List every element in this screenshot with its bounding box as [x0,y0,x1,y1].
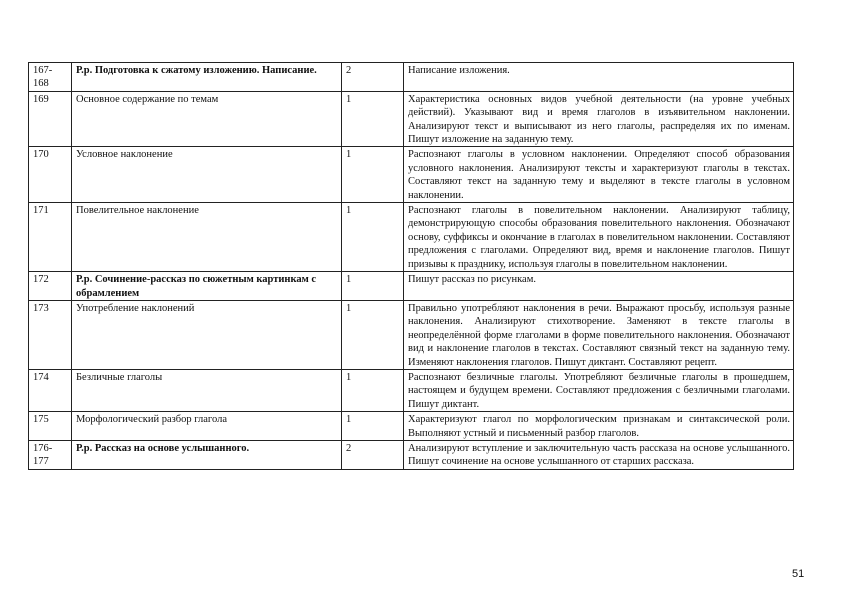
lesson-topic: Р.р. Рассказ на основе услышанного. [72,440,342,469]
table-row [29,91,794,147]
lesson-topic: Употребление наклонений [72,300,342,369]
lesson-number: 169 [29,91,72,147]
lesson-hours: 1 [342,369,404,411]
lesson-hours: 1 [342,272,404,301]
lesson-activity: Характеристика основных видов учебной деятельности (на уровне учебных действий). Указывают вид и время глаголов в изъявительном наклонении. Анализируют текст и выписывают из него глаголы, распределяя их по именам. Пишут изложение на заданную тему. [404,91,794,147]
table-row [29,300,794,369]
lesson-number: 171 [29,203,72,272]
table-row [29,63,794,92]
lesson-number: 170 [29,147,72,203]
table-row [29,272,794,301]
lesson-activity: Правильно употребляют наклонения в речи. Выражают просьбу, используя разные наклонения. Анализируют стихотворение. Заменяют в тексте глаголы в неопределённой форме глаголами в форме повелительного наклонения. Обозначают вид и наклонение глаголов в текстах. Составляют связный текст на заданную тему. Изменяют наклонения глаголов. Пишут диктант. Составляют рецепт. [404,300,794,369]
table-row [29,147,794,203]
lesson-hours: 2 [342,63,404,92]
lesson-topic: Основное содержание по темам [72,91,342,147]
table-row [29,440,794,469]
lesson-topic: Р.р. Подготовка к сжатому изложению. Написание. [72,63,342,92]
page-number: 51 [792,568,805,580]
lesson-number: 175 [29,412,72,441]
table-row [29,412,794,441]
lesson-topic: Р.р. Сочинение-рассказ по сюжетным картинкам с обрамлением [72,272,342,301]
lesson-topic: Условное наклонение [72,147,342,203]
lesson-number: 172 [29,272,72,301]
lesson-topic: Морфологический разбор глагола [72,412,342,441]
lesson-hours: 1 [342,300,404,369]
lesson-activity: Распознают глаголы в условном наклонении. Определяют способ образования условного наклонения. Анализируют тексты и характеризуют глаголы в текстах. Составляют текст на заданную тему и выделяют в тексте глаголы в условном наклонении. [404,147,794,203]
table-row [29,369,794,411]
lesson-activity: Характеризуют глагол по морфологическим признакам и синтаксической роли. Выполняют устный и письменный разбор глаголов. [404,412,794,441]
lesson-number: 174 [29,369,72,411]
lesson-number: 167- 168 [29,63,72,92]
lesson-activity: Написание изложения. [404,63,794,92]
lesson-activity: Распознают глаголы в повелительном наклонении. Анализируют таблицу, демонстрирующую способы образования повелительного наклонения. Обозначают основу, суффиксы и окончание в глаголах в повелительном наклонении. Составляют предложения с глаголами. Определяют вид, время и наклонение глаголов. Пишут призывы к празднику, используя глаголы в повелительном наклонении. [404,203,794,272]
lesson-number: 176- 177 [29,440,72,469]
lesson-hours: 2 [342,440,404,469]
lesson-topic: Безличные глаголы [72,369,342,411]
lesson-activity: Распознают безличные глаголы. Употребляют безличные глаголы в прошедшем, настоящем и будущем времени. Составляют предложения с безличными глаголами. Пишут диктант. [404,369,794,411]
lesson-hours: 1 [342,412,404,441]
lesson-activity: Пишут рассказ по рисункам. [404,272,794,301]
lesson-activity: Анализируют вступление и заключительную часть рассказа на основе услышанного. Пишут сочинение на основе услышанного от старших рассказа. [404,440,794,469]
table-row [29,203,794,272]
lesson-hours: 1 [342,91,404,147]
lesson-hours: 1 [342,147,404,203]
lesson-number: 173 [29,300,72,369]
lesson-plan-table [28,62,794,470]
lesson-topic: Повелительное наклонение [72,203,342,272]
lesson-hours: 1 [342,203,404,272]
